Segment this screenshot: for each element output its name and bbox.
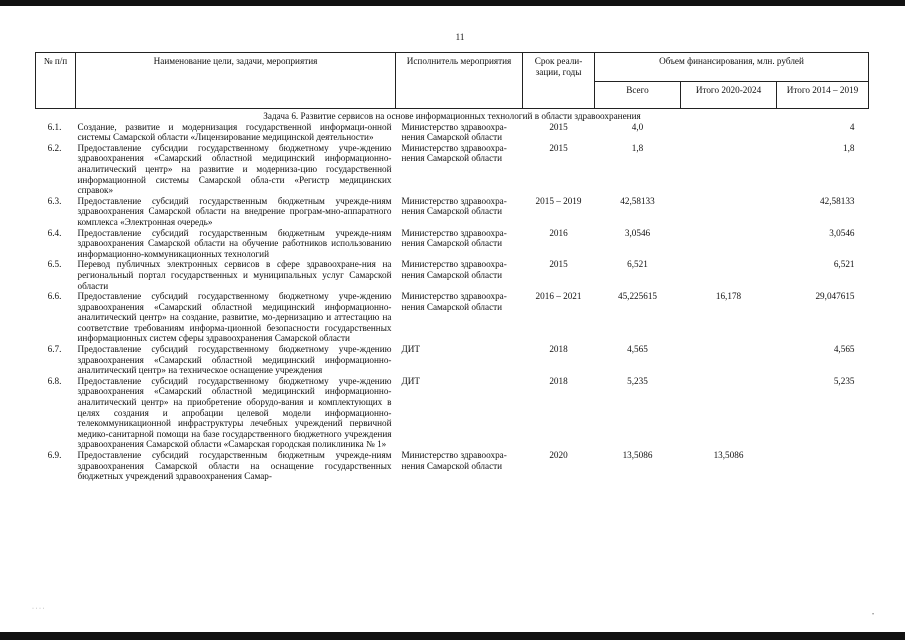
funding-2020-2024: 13,5086 — [713, 450, 744, 460]
implementation-term: 2016 – 2021 — [535, 291, 582, 302]
funding-total: 4,565 — [627, 344, 648, 355]
funding-2014-2019: 4,565 — [833, 344, 855, 355]
header-name: Наименование цели, задачи, мероприятия — [76, 53, 396, 109]
header-term: Срок реали-зации, годы — [523, 53, 595, 109]
program-activities-table — [35, 52, 869, 482]
activity-name: Создание, развитие и модернизация государственной информаци-онной системы Самарской области «Лицензирование медицинской деятельности» — [77, 121, 392, 143]
activity-name: Предоставление субсидий государственному бюджетному учре-ждению здравоохранения «Самарский областной медицинский информационно-аналитический центр» на создание, развитие, мо-дернизацию и аттестацию на соответствие требованиям информа-ционной безопасности государственных информационных систем сферы здравоохранения Самарской области — [77, 291, 392, 344]
funding-2020-2024 — [681, 143, 777, 196]
funding-2014-2019: 42,58133 — [820, 195, 855, 206]
funding-total: 4,0 — [631, 121, 644, 132]
executor: Министерство здравоохра-нения Самарской области — [401, 450, 507, 471]
funding-total: 5,235 — [627, 375, 648, 386]
implementation-term: 2016 — [549, 227, 568, 238]
activity-name: Перевод публичных электронных сервисов в сфере здравоохране-ния на региональный портал государственных и муниципальных услуг Самарской области — [77, 259, 392, 291]
implementation-term: 2015 — [549, 142, 568, 153]
executor: ДИТ — [401, 375, 421, 386]
funding-2020-2024: 16,178 — [715, 291, 742, 302]
table-row — [36, 344, 869, 376]
funding-2014-2019: 29,047615 — [815, 291, 855, 302]
funding-2014-2019: 5,235 — [833, 375, 855, 386]
funding-2020-2024 — [681, 196, 777, 228]
page-number: 11 — [455, 32, 465, 42]
header-total-2020-2024: Итого 2020-2024 — [681, 82, 777, 109]
row-number: 6.4. — [47, 227, 62, 238]
table-body — [36, 109, 869, 482]
executor: Министерство здравоохра-нения Самарской области — [401, 259, 507, 280]
row-number: 6.8. — [47, 375, 62, 386]
header-total-2014-2019: Итого 2014 – 2019 — [777, 82, 869, 109]
funding-2014-2019: 4 — [849, 121, 855, 132]
header-executor: Исполнитель мероприятия — [396, 53, 523, 109]
table-row — [36, 228, 869, 260]
funding-total: 13,5086 — [622, 450, 653, 460]
header-funding: Объем финансирования, млн. рублей — [595, 53, 869, 82]
implementation-term: 2015 – 2019 — [535, 195, 582, 206]
funding-total: 3,0546 — [624, 227, 651, 238]
row-number: 6.3. — [47, 195, 62, 206]
funding-2020-2024 — [681, 259, 777, 291]
executor: Министерство здравоохра-нения Самарской области — [401, 291, 507, 312]
activity-name: Предоставление субсидий государственным бюджетным учрежде-ниям здравоохранения Самарской области на оснащение государственных бюджетных учреждений здравоохранения Самар- — [77, 450, 392, 482]
table-row — [36, 376, 869, 450]
table-row — [36, 450, 869, 482]
top-scan-border — [0, 0, 905, 6]
task-row — [36, 109, 869, 122]
funding-2020-2024 — [681, 122, 777, 143]
funding-2014-2019: 3,0546 — [829, 227, 855, 238]
funding-2020-2024 — [681, 228, 777, 260]
implementation-term: 2018 — [549, 344, 568, 355]
bottom-scan-border — [0, 632, 905, 640]
funding-total: 42,58133 — [620, 195, 655, 206]
funding-total: 6,521 — [627, 259, 648, 270]
header-num: № п/п — [36, 53, 76, 109]
activity-name: Предоставление субсидии государственному бюджетному учре-ждению здравоохранения «Самарский областной медицинский информационно-аналитический центр» на развитие и модерниза-цию государственной информационной системы Самарской обла-сти «Регистр медицинских справок» — [77, 142, 392, 196]
implementation-term: 2020 — [549, 450, 568, 460]
funding-2020-2024 — [681, 344, 777, 376]
scan-artifact: · · · · — [32, 606, 45, 612]
funding-2014-2019: 6,521 — [833, 259, 855, 270]
scan-dot: • — [872, 612, 875, 618]
header-total: Всего — [595, 82, 681, 109]
table-row — [36, 259, 869, 291]
row-number: 6.9. — [47, 450, 62, 460]
implementation-term: 2018 — [549, 375, 568, 386]
row-number: 6.6. — [47, 291, 62, 302]
executor: Министерство здравоохра-нения Самарской области — [401, 142, 507, 164]
funding-total: 45,225615 — [617, 291, 658, 302]
executor: Министерство здравоохра-нения Самарской области — [401, 227, 507, 249]
implementation-term: 2015 — [549, 259, 568, 270]
table-row — [36, 196, 869, 228]
funding-2014-2019 — [777, 450, 869, 482]
task-title: Задача 6. Развитие сервисов на основе информационных технологий в области здравоохранения — [263, 111, 641, 121]
executor: ДИТ — [401, 344, 421, 355]
activity-name: Предоставление субсидий государственным бюджетным учрежде-ниям здравоохранения Самарской области на обучение работников использованию информационно-коммуникационных технологий — [77, 227, 392, 259]
implementation-term: 2015 — [549, 121, 568, 132]
table-row — [36, 291, 869, 344]
table-row — [36, 143, 869, 196]
row-number: 6.1. — [47, 121, 62, 132]
row-number: 6.5. — [47, 259, 62, 270]
executor: Министерство здравоохра-нения Самарской области — [401, 121, 507, 143]
row-number: 6.7. — [47, 344, 62, 355]
table-row — [36, 122, 869, 143]
activity-name: Предоставление субсидий государственному бюджетному учре-ждению здравоохранения «Самарский областной медицинский информационно-аналитический центр» на приобретение оборудо-вания и комплектующих в целях создания и апробации целевой модели информационно-телекоммуникационной инфраструктуры лечебных учреждений первичной медико-санитарной помощи на базе государственного бюджетного учреждения здравоохранения Самарской области «Самарская городская поликлиника № 1» — [77, 375, 392, 450]
activity-name: Предоставление субсидий государственному бюджетному учре-ждению здравоохранения «Самарский областной медицинский информационно-аналитический центр» на техническое оснащение учреждения — [77, 344, 392, 376]
row-number: 6.2. — [47, 142, 62, 153]
executor: Министерство здравоохра-нения Самарской области — [401, 195, 507, 217]
funding-2020-2024 — [681, 376, 777, 450]
activity-name: Предоставление субсидий государственным бюджетным учрежде-ниям здравоохранения Самарской области на внедрение програм-мно-аппаратного комплекса «Электронная очередь» — [77, 195, 392, 227]
funding-total: 1,8 — [631, 142, 644, 153]
funding-2014-2019: 1,8 — [843, 142, 855, 153]
